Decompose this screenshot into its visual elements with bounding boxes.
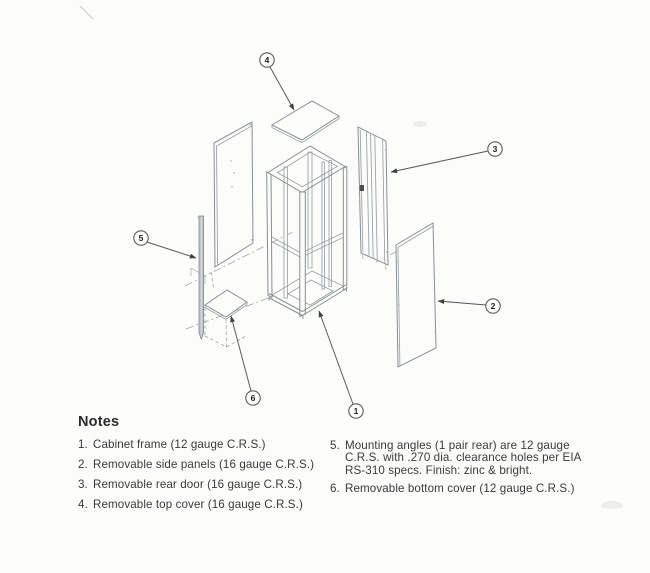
note-number: 3. xyxy=(78,478,88,491)
callout-6-number: 6 xyxy=(250,393,256,404)
note-number: 1. xyxy=(78,438,88,451)
note-item-4 xyxy=(78,499,330,511)
leader-5 xyxy=(147,242,196,258)
note-line: Removable top cover (16 gauge C.R.S.) xyxy=(93,498,303,511)
leader-1 xyxy=(319,311,353,404)
leader-4 xyxy=(270,67,294,110)
leader-3 xyxy=(391,151,488,172)
part-rear-door xyxy=(358,127,388,270)
leader-6 xyxy=(231,316,251,391)
note-line: Removable bottom cover (12 gauge C.R.S.) xyxy=(345,482,575,496)
notes-left-column xyxy=(78,439,330,519)
door-latch xyxy=(360,185,364,191)
part-bottom-cover xyxy=(205,290,247,347)
part-side-panel-left xyxy=(214,122,253,267)
part-mounting-angle xyxy=(198,216,204,339)
callout-1-number: 1 xyxy=(353,406,359,417)
note-number: 2. xyxy=(78,458,88,471)
callout-4-badge xyxy=(260,53,274,67)
note-item-3 xyxy=(78,479,330,491)
callout-2-number: 2 xyxy=(490,301,496,312)
part-cabinet-frame xyxy=(267,146,347,319)
callout-6-badge xyxy=(246,391,260,405)
callout-5-badge xyxy=(134,231,148,245)
callout-4-number: 4 xyxy=(264,55,270,66)
note-number: 6. xyxy=(330,482,340,496)
callout-5-number: 5 xyxy=(138,233,144,244)
note-line: Mounting angles (1 pair rear) are 12 gauge xyxy=(345,439,570,452)
callout-2-badge xyxy=(486,299,500,313)
notes-heading: Notes xyxy=(78,414,120,430)
part-side-panel-right xyxy=(396,223,436,367)
callout-3-number: 3 xyxy=(492,144,498,155)
note-line: Removable side panels (16 gauge C.R.S.) xyxy=(93,458,315,471)
leader-2 xyxy=(438,301,486,305)
note-line: Cabinet frame (12 gauge C.R.S.) xyxy=(93,438,266,451)
note-item-5 xyxy=(330,440,602,477)
notes-right-column xyxy=(330,440,602,502)
note-item-2 xyxy=(78,459,330,471)
notes-section xyxy=(78,414,623,511)
note-number: 5. xyxy=(330,439,340,452)
note-line: C.R.S. with .270 dia. clearance holes per EIA xyxy=(345,451,582,465)
note-item-1 xyxy=(78,439,330,451)
note-item-6 xyxy=(330,483,602,495)
note-line: RS-310 specs. Finish: zinc & bright. xyxy=(345,463,533,477)
part-top-cover xyxy=(272,101,339,143)
note-line: Removable rear door (16 gauge C.R.S.) xyxy=(93,478,303,491)
callout-3-badge xyxy=(488,142,502,156)
note-number: 4. xyxy=(78,498,88,511)
